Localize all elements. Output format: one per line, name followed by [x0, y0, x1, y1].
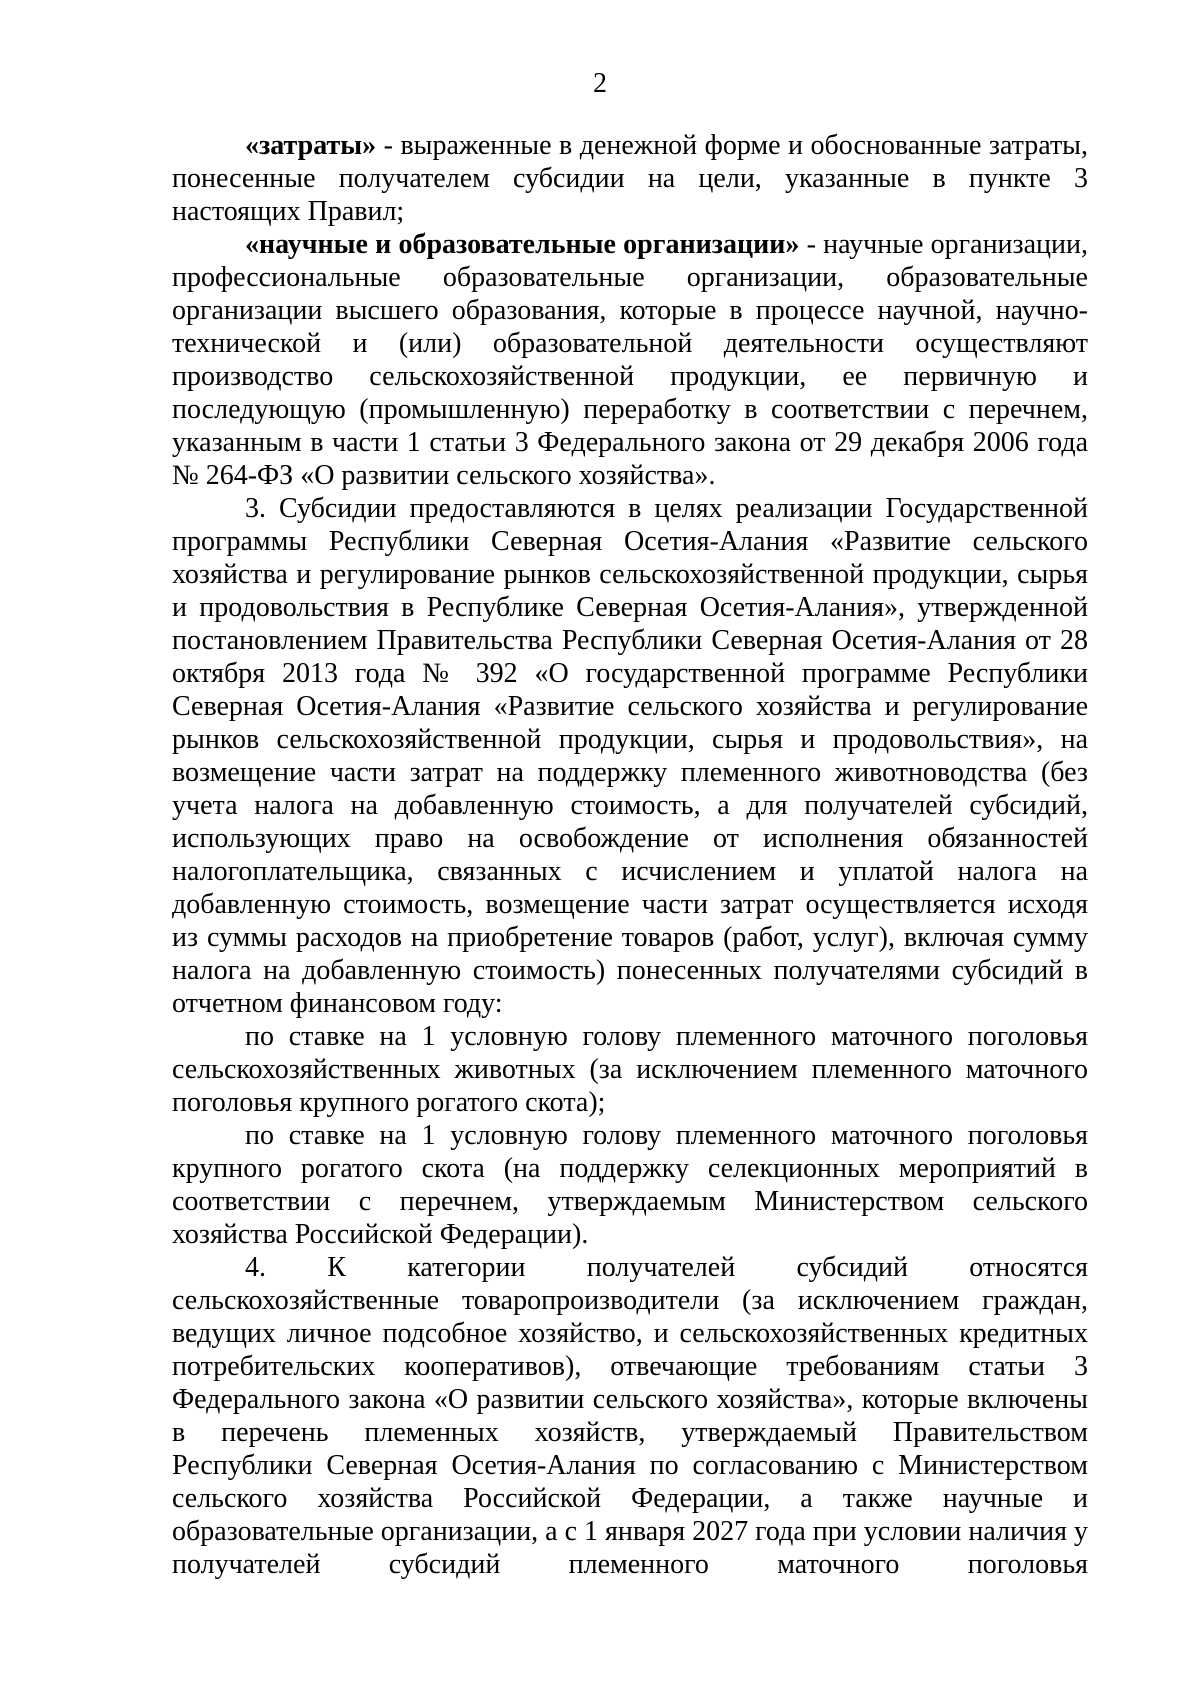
page-number: 2 [593, 68, 607, 99]
definition-paragraph-costs [172, 129, 1088, 228]
definition-text: - научные организации, профессиональные образовательные организации, образовательные организации высшего образования, которые в процессе научной, научно-технической и (или) образовательной деятельности осуществляют производство сельскохозяйственной продукции, ее первичную и последующую (промышленную) переработку в соответствии с перечнем, указанным в части 1 статьи 3 Федерального закона от 29 декабря 2006 года № 264-ФЗ «О развитии сельского хозяйства». [172, 229, 1088, 491]
paragraph-text: по ставке на 1 условную голову племенного маточного поголовья сельскохозяйственных животных (за исключением племенного маточного поголовья крупного рогатого скота); [172, 1021, 1088, 1118]
definition-paragraph-organizations [172, 228, 1088, 492]
clause-4-paragraph [172, 1251, 1088, 1581]
rate-paragraph-animals [172, 1020, 1088, 1119]
definition-text: - выраженные в денежной форме и обоснованные затраты, понесенные получателем субсидии на цели, указанные в пункте 3 настоящих Правил; [172, 130, 1088, 227]
document-body [172, 129, 1088, 1581]
clause-3-paragraph [172, 492, 1088, 1020]
paragraph-text: 4. К категории получателей субсидий относятся сельскохозяйственные товаропроизводители (за исключением граждан, ведущих личное подсобное хозяйство, и сельскохозяйственных кредитных потребительских кооперативов), отвечающие требованиям статьи 3 Федерального закона «О развитии сельского хозяйства», которые включены в перечень племенных хозяйств, утверждаемый Правительством Республики Северная Осетия-Алания по согласованию с Министерством сельского хозяйства Российской Федерации, а также научные и образовательные организации, а с 1 января 2027 года при условии наличия у получателей субсидий племенного маточного поголовья [172, 1252, 1088, 1580]
defined-term: «научные и образовательные организации» [245, 229, 800, 260]
rate-paragraph-cattle [172, 1119, 1088, 1251]
paragraph-text: 3. Субсидии предоставляются в целях реализации Государственной программы Республики Северная Осетия-Алания «Развитие сельского хозяйства и регулирование рынков сельскохозяйственной продукции, сырья и продовольствия в Республике Северная Осетия-Алания», утвержденной постановлением Правительства Республики Северная Осетия-Алания от 28 октября 2013 года № 392 «О государственной программе Республики Северная Осетия-Алания «Развитие сельского хозяйства и регулирование рынков сельскохозяйственной продукции, сырья и продовольствия», на возмещение части затрат на поддержку племенного животноводства (без учета налога на добавленную стоимость, а для получателей субсидий, использующих право на освобождение от исполнения обязанностей налогоплательщика, связанных с исчислением и уплатой налога на добавленную стоимость, возмещение части затрат осуществляется исходя из суммы расходов на приобретение товаров (работ, услуг), включая сумму налога на добавленную стоимость) понесенных получателями субсидий в отчетном финансовом году: [172, 493, 1088, 1019]
defined-term: «затраты» [245, 130, 377, 161]
paragraph-text: по ставке на 1 условную голову племенного маточного поголовья крупного рогатого скота (на поддержку селекционных мероприятий в соответствии с перечнем, утверждаемым Министерством сельского хозяйства Российской Федерации). [172, 1120, 1088, 1250]
